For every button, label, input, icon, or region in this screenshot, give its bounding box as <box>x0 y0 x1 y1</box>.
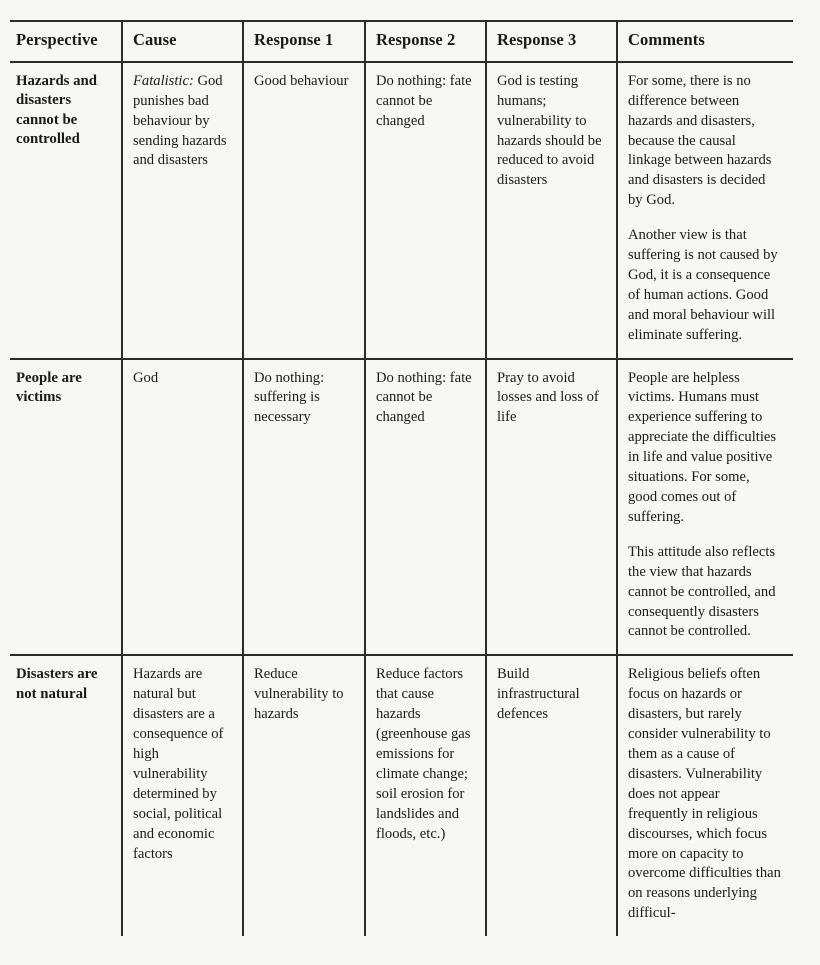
column-header-response-2: Response 2 <box>365 21 486 62</box>
comments-paragraph: For some, there is no difference between hazards and disasters, because the causal linkage between hazards and disasters is decided by God. <box>628 72 772 209</box>
table-container <box>10 20 793 936</box>
cell-response-2: Do nothing: fate cannot be changed <box>365 62 486 359</box>
cell-response-1: Do nothing: suffering is necessary <box>243 359 365 656</box>
table-row <box>10 62 793 359</box>
column-header-response-1: Response 1 <box>243 21 365 62</box>
cell-comments <box>617 655 793 936</box>
cell-cause <box>122 359 243 656</box>
cause-text: God <box>133 369 159 386</box>
cell-response-2: Reduce factors that cause hazards (greenhouse gas emissions for climate change; soil erosion for landslides and floods, etc.) <box>365 655 486 936</box>
cell-response-3: Pray to avoid losses and loss of life <box>486 359 617 656</box>
comments-paragraph: People are helpless victims. Humans must experience suffering to appreciate the difficulties in life and value positive situations. For some, good comes out of suffering. <box>628 369 777 525</box>
cell-perspective: People are victims <box>10 359 122 656</box>
cell-comments <box>617 359 793 656</box>
cause-text: Hazards are natural but disasters are a consequence of high vulnerability determined by social, political and economic factors <box>133 666 224 862</box>
comments-paragraph: This attitude also reflects the view that hazards cannot be controlled, and consequently disasters cannot be controlled. <box>628 543 776 640</box>
cell-comments <box>617 62 793 359</box>
cell-cause <box>122 62 243 359</box>
column-header-perspective: Perspective <box>10 21 122 62</box>
table-body <box>10 62 793 936</box>
header-row <box>10 21 793 62</box>
column-header-comments: Comments <box>617 21 793 62</box>
cell-response-2: Do nothing: fate cannot be changed <box>365 359 486 656</box>
cell-response-1: Good behaviour <box>243 62 365 359</box>
cause-text: God punishes bad behaviour by sending hazards and disasters <box>133 72 227 169</box>
perspectives-table <box>10 20 793 936</box>
cell-response-3: Build infrastructural defences <box>486 655 617 936</box>
table-row <box>10 655 793 936</box>
table-header <box>10 21 793 62</box>
column-header-response-3: Response 3 <box>486 21 617 62</box>
cell-perspective: Hazards and disasters cannot be controlled <box>10 62 122 359</box>
comments-paragraph: Religious beliefs often focus on hazards or disasters, but rarely consider vulnerability to them as a cause of disasters. Vulnerability does not appear frequently in religious discourses, which focus more on capacity to overcome difficulties than on reasons underlying difficul- <box>628 666 781 922</box>
cause-lead-term: Fatalistic: <box>133 72 194 89</box>
cell-perspective: Disasters are not natural <box>10 655 122 936</box>
cell-response-3: God is testing humans; vulnerability to hazards should be reduced to avoid disasters <box>486 62 617 359</box>
comments-paragraph: Another view is that suffering is not caused by God, it is a consequence of human actions. Good and moral behaviour will eliminate suffering. <box>628 227 778 343</box>
cell-response-1: Reduce vulnerability to hazards <box>243 655 365 936</box>
cell-cause <box>122 655 243 936</box>
table-row <box>10 359 793 656</box>
column-header-cause: Cause <box>122 21 243 62</box>
